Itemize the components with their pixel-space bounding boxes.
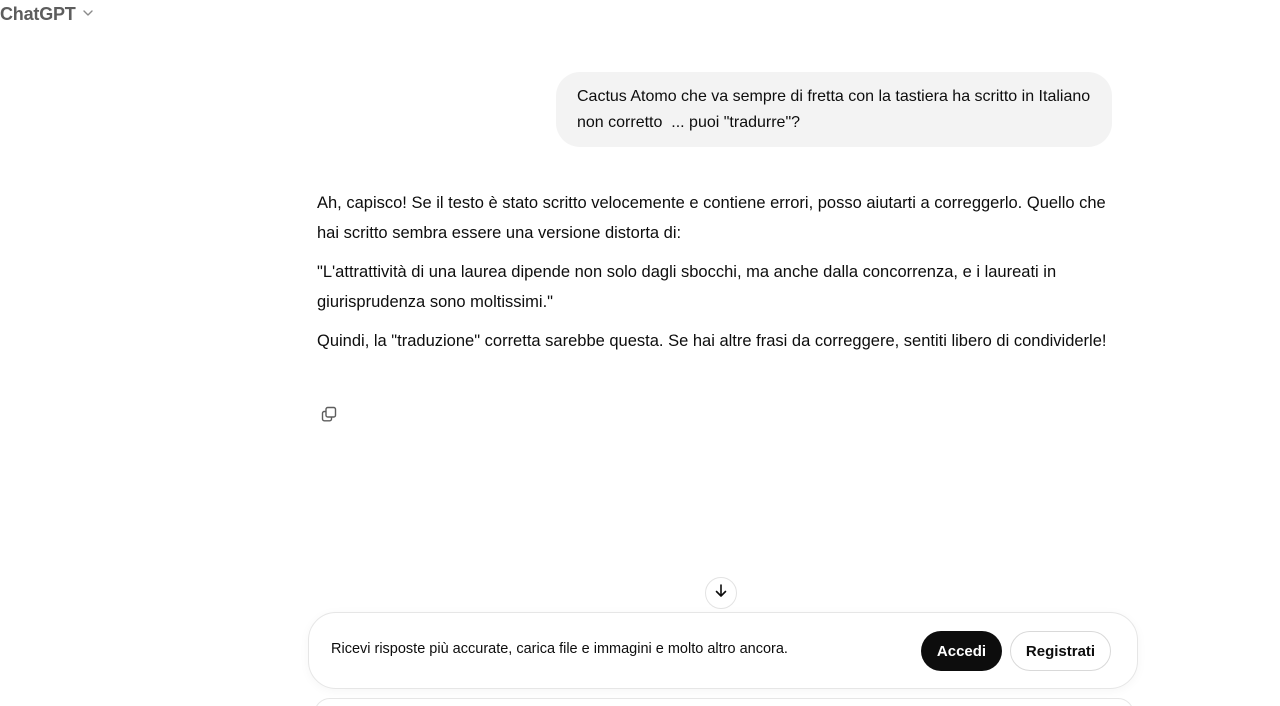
login-banner-text: Ricevi risposte più accurate, carica file e immagini e molto altro ancora. xyxy=(331,641,788,657)
assistant-paragraph: Quindi, la "traduzione" corretta sarebbe questa. Se hai altre frasi da correggere, sentiti libero di condividerle! xyxy=(317,332,1107,350)
copy-button[interactable] xyxy=(318,405,340,427)
assistant-paragraph: Ah, capisco! Se il testo è stato scritto velocemente e contiene errori, posso aiutarti a correggerlo. Quello che hai scritto sembra essere una versione distorta di: xyxy=(317,194,1106,242)
message-composer[interactable] xyxy=(314,698,1134,706)
assistant-message xyxy=(317,188,1117,365)
assistant-paragraph: "L'attrattività di una laurea dipende non solo dagli sbocchi, ma anche dalla concorrenza, e i laureati in giurisprudenza sono moltissimi." xyxy=(317,263,1057,311)
arrow-down-icon xyxy=(713,583,729,604)
copy-icon xyxy=(320,405,338,428)
model-title: ChatGPT xyxy=(0,4,76,24)
user-message-bubble: Cactus Atomo che va sempre di fretta con la tastiera ha scritto in Italiano non corretto ... puoi "tradurre"? xyxy=(556,72,1112,147)
chevron-down-icon xyxy=(82,5,94,24)
scroll-to-bottom-button[interactable] xyxy=(705,577,737,609)
model-switcher[interactable] xyxy=(0,4,94,25)
login-banner xyxy=(308,612,1138,689)
login-button[interactable]: Accedi xyxy=(921,631,1002,671)
signup-button[interactable]: Registrati xyxy=(1010,631,1111,671)
